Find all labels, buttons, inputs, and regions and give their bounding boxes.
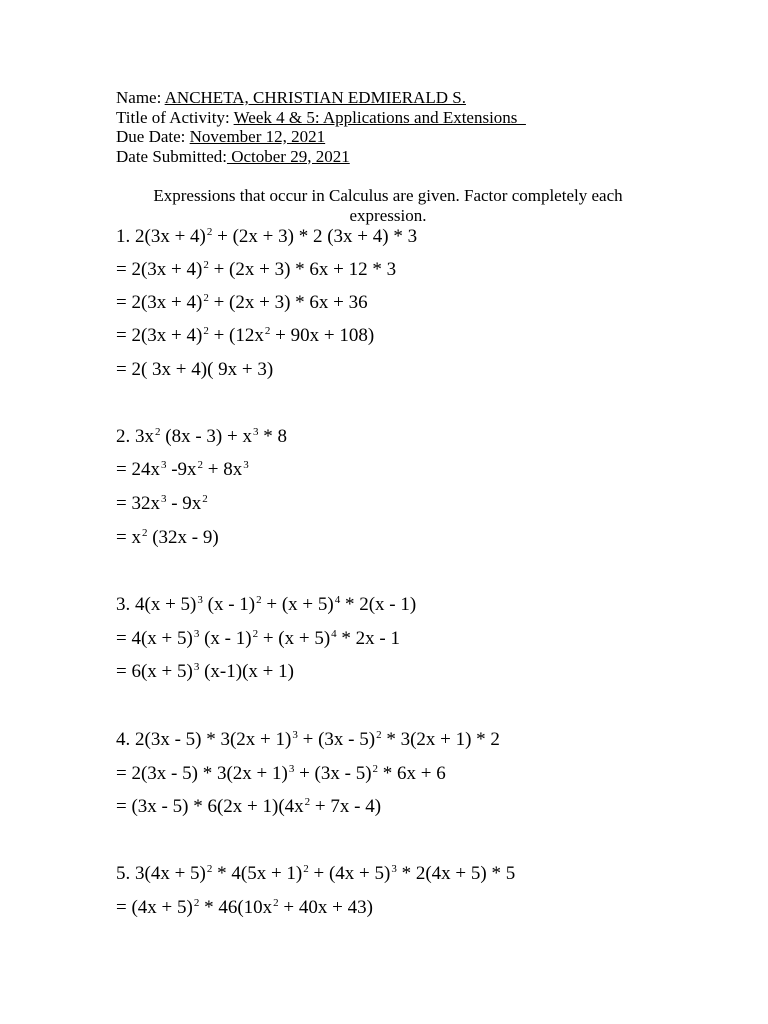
exponent: 4 — [334, 594, 341, 606]
expression-text: + (3x - 5) — [294, 763, 372, 784]
expression-text: 1. 2(3x + 4) — [116, 226, 206, 247]
expression-text: = 6(x + 5) — [116, 661, 193, 682]
expression-text: = (3x - 5) * 6(2x + 1)(4x — [116, 796, 304, 817]
exponent: 3 — [292, 729, 298, 741]
expression-text: + (3x - 5) — [297, 729, 376, 750]
expression-text: 4. 2(3x - 5) * 3(2x + 1) — [116, 729, 292, 750]
exponent: 2 — [141, 527, 148, 539]
expression-text: = 2(3x + 4) — [116, 259, 203, 280]
exponent: 3 — [288, 763, 295, 775]
solution-step — [116, 897, 373, 921]
exponent: 2 — [197, 459, 204, 471]
expression-text: + (2x + 3) * 2 (3x + 4) * 3 — [212, 226, 418, 247]
expression-text: + (x + 5) — [258, 628, 331, 649]
expression-text: (x - 1) — [199, 628, 252, 649]
exponent: 2 — [303, 863, 309, 875]
expression-text: = (4x + 5) — [116, 897, 193, 918]
expression-text: + (12x — [208, 325, 264, 346]
exponent: 3 — [160, 459, 167, 471]
solution-step — [116, 763, 446, 787]
exponent: 2 — [252, 628, 259, 640]
exponent: 2 — [155, 426, 161, 438]
expression-text: 3. 4(x + 5) — [116, 594, 197, 615]
date-submitted-value: October 29, 2021 — [226, 146, 350, 166]
expression-text: = 4(x + 5) — [116, 628, 193, 649]
name-value: ANCHETA, CHRISTIAN EDMIERALD S. — [164, 88, 466, 107]
expression-text: (x-1)(x + 1) — [199, 661, 294, 682]
exponent: 2 — [273, 897, 279, 909]
expression-text: (32x - 9) — [147, 527, 219, 548]
solution-step — [116, 493, 208, 517]
exponent: 2 — [206, 863, 213, 875]
expression-text: (x - 1) — [202, 594, 256, 615]
expression-text: - 9x — [166, 493, 202, 514]
exponent: 2 — [376, 729, 382, 741]
solution-step — [116, 259, 396, 283]
exponent: 3 — [193, 628, 200, 640]
expression-text: 2. 3x — [116, 426, 154, 447]
exponent: 2 — [202, 493, 208, 505]
solution-step — [116, 292, 368, 316]
expression-text: + 7x - 4) — [310, 796, 382, 817]
solution-step — [116, 628, 400, 652]
solution-step — [116, 661, 294, 685]
expression-text: * 6x + 6 — [378, 763, 446, 784]
solution-step — [116, 325, 374, 349]
problem-statement — [116, 729, 500, 753]
expression-text: = 2(3x + 4) — [116, 325, 203, 346]
instructions-text: Expressions that occur in Calculus are given. Factor completely each expression. — [153, 186, 623, 225]
expression-text: + 90x + 108) — [270, 325, 375, 346]
exponent: 2 — [203, 292, 209, 304]
expression-text: + (2x + 3) * 6x + 36 — [208, 292, 368, 313]
exponent: 3 — [160, 493, 167, 505]
expression-text: + 8x — [203, 459, 243, 480]
title-value: Week 4 & 5: Applications and Extensions — [233, 107, 526, 127]
expression-text: (8x - 3) + x — [160, 426, 252, 447]
problem-statement — [116, 863, 515, 887]
problem-statement — [116, 594, 416, 618]
expression-text: = x — [116, 527, 141, 548]
solution-step — [116, 527, 219, 551]
exponent: 2 — [372, 763, 379, 775]
exponent: 3 — [193, 661, 200, 673]
expression-text: * 2(4x + 5) * 5 — [396, 863, 516, 884]
exponent: 2 — [203, 325, 209, 337]
date-submitted-label: Date Submitted: — [116, 146, 227, 166]
expression-text: * 2(x - 1) — [340, 594, 417, 615]
expression-text: + (x + 5) — [261, 594, 334, 615]
exponent: 2 — [304, 796, 311, 808]
expression-text: + (2x + 3) * 6x + 12 * 3 — [208, 259, 397, 280]
title-label: Title of Activity: — [116, 107, 234, 127]
exponent: 2 — [203, 259, 209, 271]
exponent: 3 — [391, 863, 397, 875]
exponent: 3 — [252, 426, 259, 438]
exponent: 4 — [331, 628, 337, 640]
due-date-value: November 12, 2021 — [189, 127, 326, 146]
solution-step — [116, 459, 249, 483]
expression-text: + 40x + 43) — [278, 897, 373, 918]
solution-step — [116, 359, 273, 381]
expression-text: = 24x — [116, 459, 160, 480]
exponent: 3 — [197, 594, 203, 606]
expression-text: * 8 — [258, 426, 287, 447]
expression-text: = 2(3x - 5) * 3(2x + 1) — [116, 763, 288, 784]
exponent: 2 — [264, 325, 271, 337]
exponent: 2 — [256, 594, 262, 606]
name-label: Name: — [116, 88, 165, 107]
exponent: 2 — [206, 226, 213, 238]
solution-step — [116, 796, 381, 820]
expression-text: * 46(10x — [199, 897, 273, 918]
expression-text: = 2(3x + 4) — [116, 292, 203, 313]
problem-statement — [116, 226, 417, 250]
problem-statement — [116, 426, 287, 450]
exponent: 2 — [193, 897, 200, 909]
expression-text: * 2x - 1 — [336, 628, 400, 649]
expression-text: * 3(2x + 1) * 2 — [381, 729, 500, 750]
expression-text: -9x — [166, 459, 197, 480]
expression-text: = 32x — [116, 493, 160, 514]
due-date-label: Due Date: — [116, 127, 190, 146]
expression-text: * 4(5x + 1) — [212, 863, 303, 884]
exponent: 3 — [243, 459, 249, 471]
expression-text: 5. 3(4x + 5) — [116, 863, 206, 884]
expression-text: + (4x + 5) — [308, 863, 391, 884]
expression-text: = 2( 3x + 4)( 9x + 3) — [116, 359, 274, 380]
